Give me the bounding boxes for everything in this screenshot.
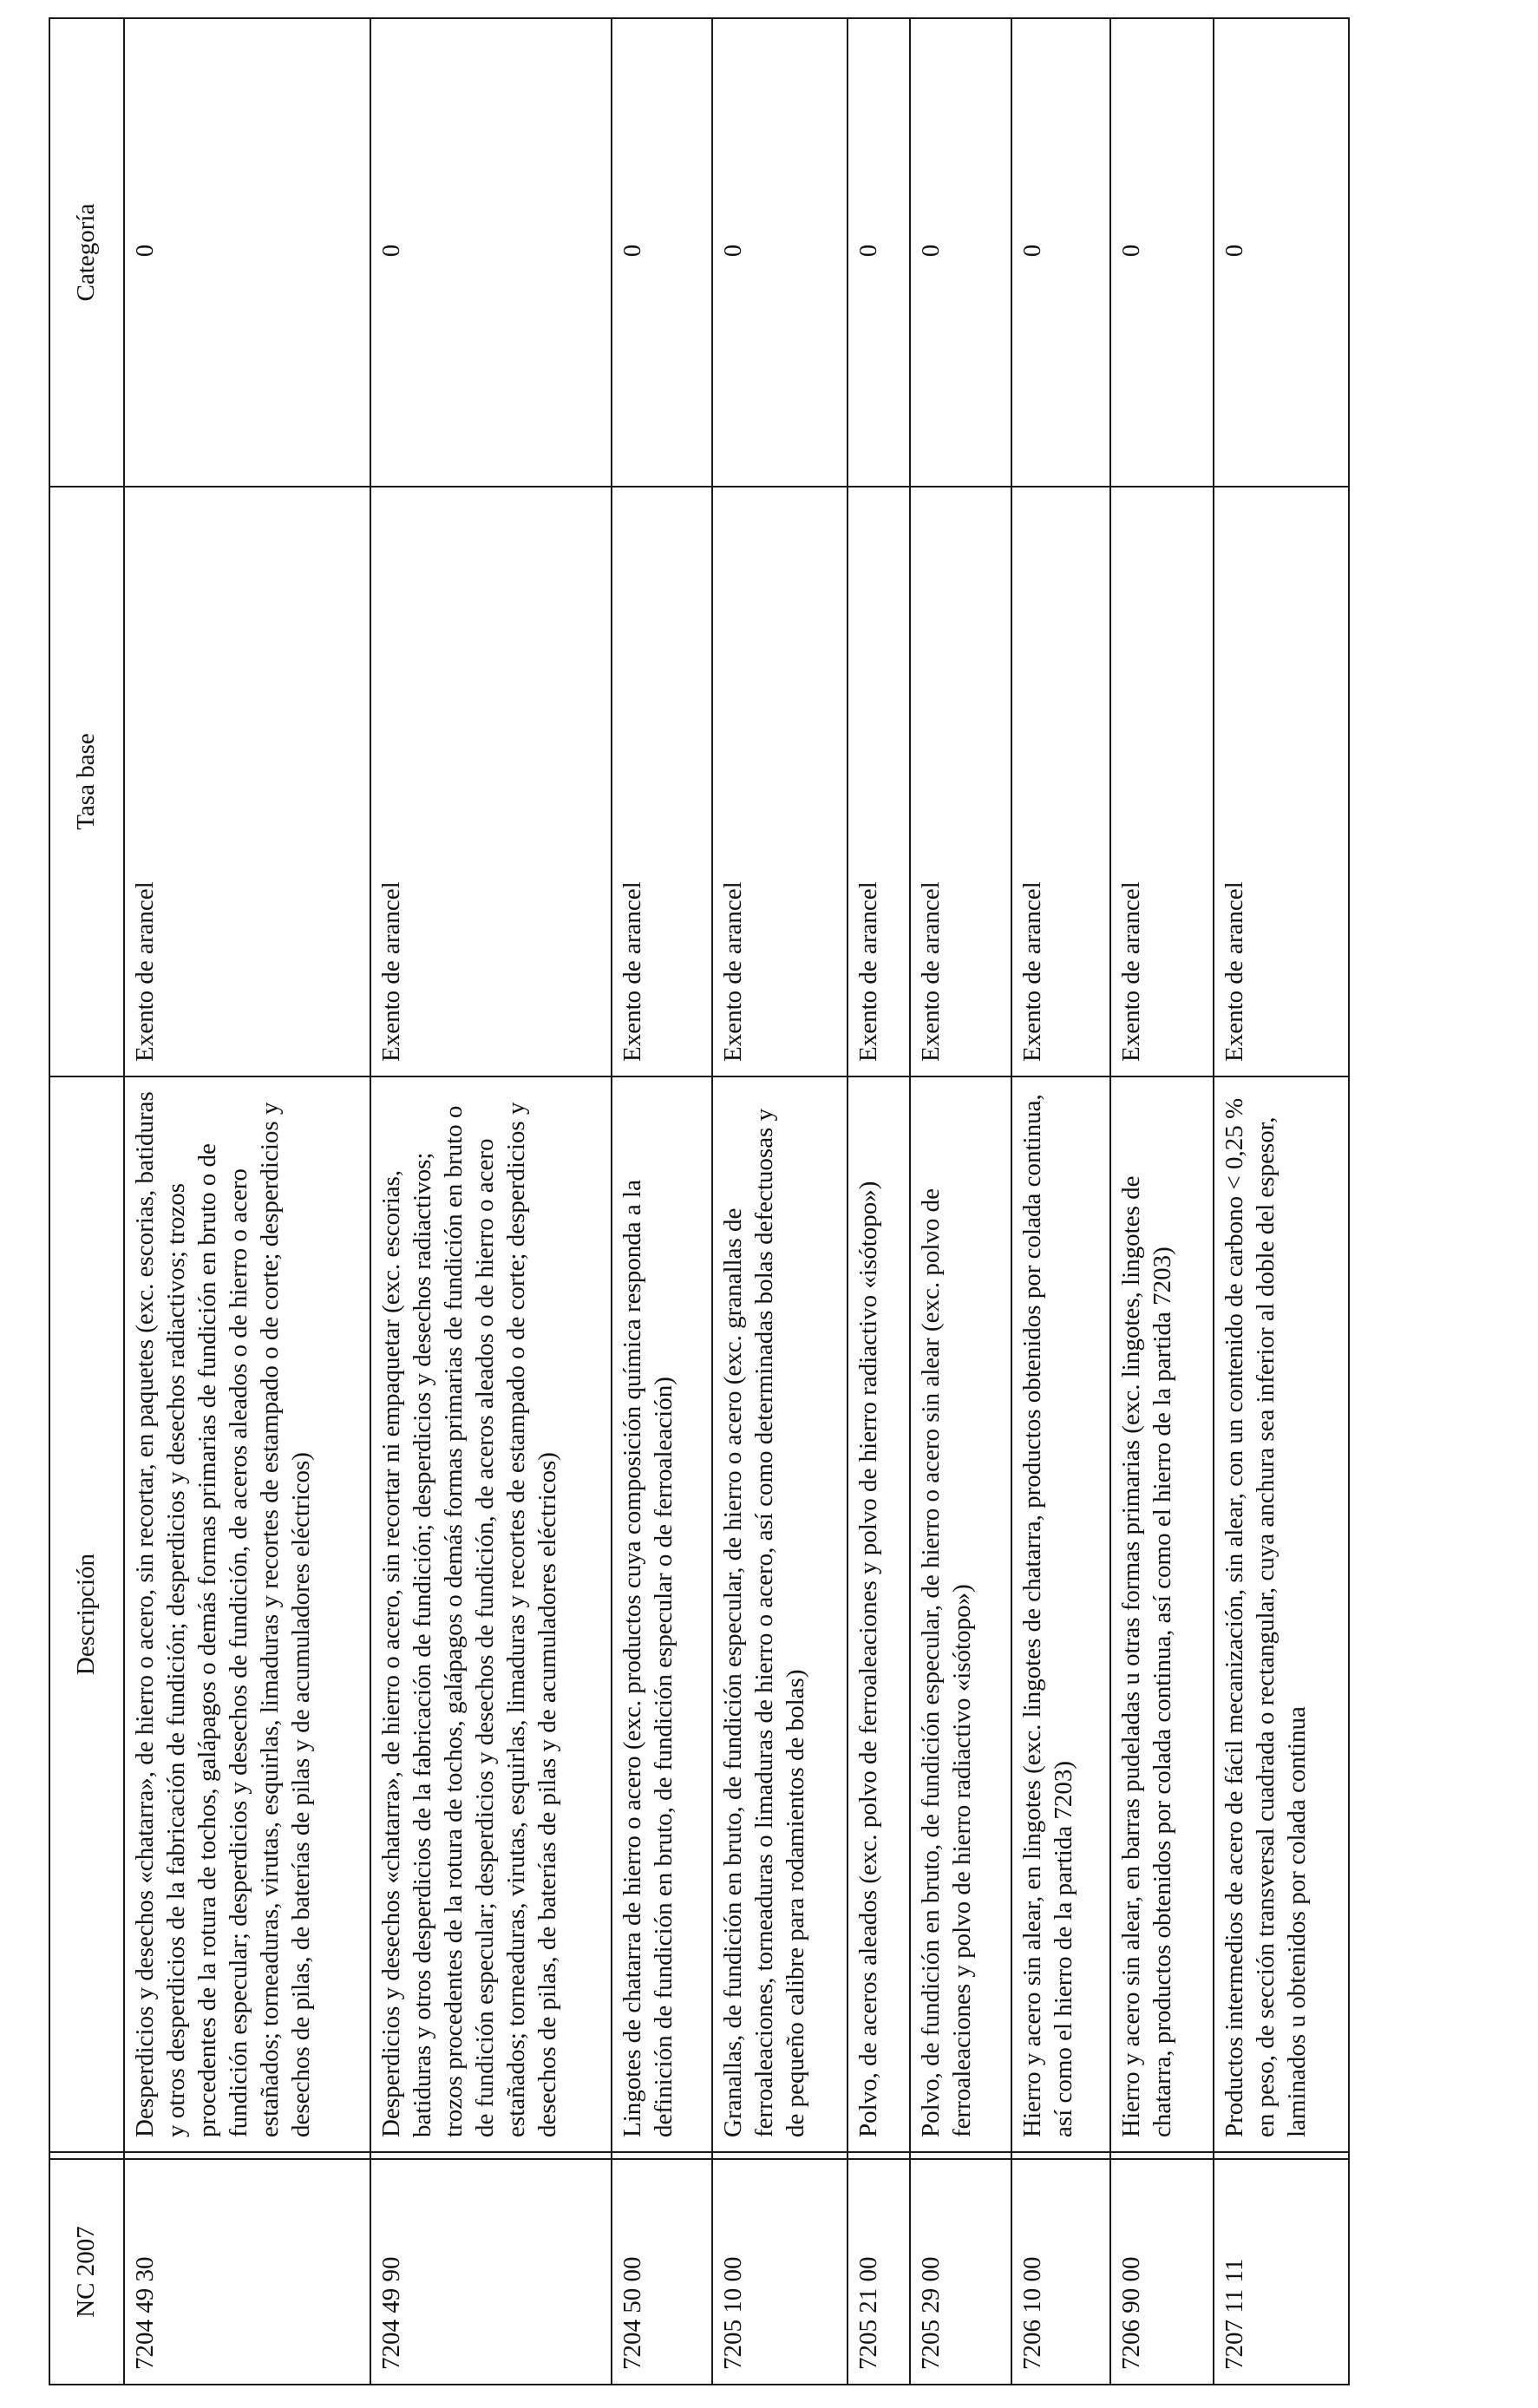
cell-description: Polvo, de aceros aleados (exc. polvo de ferroaleaciones y polvo de hierro radiactivo «isótopo»): [848, 1076, 910, 2152]
cell-spacer: [612, 2152, 713, 2159]
cell-base-rate: Exento de arancel: [370, 487, 612, 1076]
cell-base-rate: Exento de arancel: [124, 487, 370, 1076]
cell-category: 0: [1011, 18, 1110, 487]
cell-code: 7204 50 00: [612, 2159, 713, 2385]
table-row: [612, 18, 713, 2385]
cell-spacer: [1214, 2152, 1349, 2159]
cell-code: 7205 29 00: [910, 2159, 1011, 2385]
cell-category: 0: [124, 18, 370, 487]
rotated-table-container: [49, 19, 1350, 2385]
cell-code: 7204 49 90: [370, 2159, 612, 2385]
cell-base-rate: Exento de arancel: [1110, 487, 1214, 1076]
cell-description: Lingotes de chatarra de hierro o acero (exc. productos cuya composición química responda a la definición de fundición en bruto, de fundición especular o de ferroaleación): [612, 1076, 713, 2152]
table-row: [712, 18, 848, 2385]
table-row: [1011, 18, 1110, 2385]
cell-code: 7204 49 30: [124, 2159, 370, 2385]
header-description: Descripción: [49, 1076, 124, 2152]
header-nc-2007: NC 2007: [49, 2159, 124, 2385]
cell-spacer: [124, 2152, 370, 2159]
header-category: Categoría: [49, 18, 124, 487]
cell-base-rate: Exento de arancel: [1214, 487, 1349, 1076]
cell-category: 0: [910, 18, 1011, 487]
cell-spacer: [370, 2152, 612, 2159]
cell-description: Hierro y acero sin alear, en lingotes (exc. lingotes de chatarra, productos obtenidos por colada continua, así como el hierro de la partida 7203): [1011, 1076, 1110, 2152]
cell-spacer: [848, 2152, 910, 2159]
cell-spacer: [1110, 2152, 1214, 2159]
table-row: [910, 18, 1011, 2385]
table-row: [1110, 18, 1214, 2385]
cell-category: 0: [712, 18, 848, 487]
cell-base-rate: Exento de arancel: [848, 487, 910, 1076]
cell-code: 7206 10 00: [1011, 2159, 1110, 2385]
header-base-rate: Tasa base: [49, 487, 124, 1076]
table-row: [1214, 18, 1349, 2385]
cell-spacer: [712, 2152, 848, 2159]
cell-category: 0: [370, 18, 612, 487]
cell-code: 7207 11 11: [1214, 2159, 1349, 2385]
table-row: [370, 18, 612, 2385]
cell-base-rate: Exento de arancel: [612, 487, 713, 1076]
cell-base-rate: Exento de arancel: [1011, 487, 1110, 1076]
cell-description: Productos intermedios de acero de fácil mecanización, sin alear, con un contenido de carbono < 0,25 % en peso, de sección transversal cuadrada o rectangular, cuya anchura sea inferior al doble del espesor, laminados u obtenidos por colada continua: [1214, 1076, 1349, 2152]
header-spacer: [49, 2152, 124, 2159]
cell-description: Polvo, de fundición en bruto, de fundición especular, de hierro o acero sin alear (exc. polvo de ferroaleaciones y polvo de hierro radiactivo «isótopo»): [910, 1076, 1011, 2152]
cell-base-rate: Exento de arancel: [910, 487, 1011, 1076]
cell-category: 0: [612, 18, 713, 487]
table-row: [124, 18, 370, 2385]
table-header-row: [49, 18, 124, 2385]
tariff-table: [49, 17, 1350, 2385]
cell-code: 7205 10 00: [712, 2159, 848, 2385]
cell-description: Desperdicios y desechos «chatarra», de hierro o acero, sin recortar, en paquetes (exc. escorias, batiduras y otros desperdicios de la fabricación de fundición; desperdicios y desechos radiactivos; trozos procedentes de la rotura de tochos, galápagos o demás formas primarias de fundición en bruto o de fundición especular; desperdicios y desechos de fundición, de aceros aleados o de hierro o acero estañados; torneaduras, virutas, esquirlas, limaduras y recortes de estampado o de corte; desperdicios y desechos de pilas, de baterías de pilas y de acumuladores eléctricos): [124, 1076, 370, 2152]
cell-spacer: [1011, 2152, 1110, 2159]
cell-category: 0: [1214, 18, 1349, 487]
cell-description: Hierro y acero sin alear, en barras pudeladas u otras formas primarias (exc. lingotes, lingotes de chatarra, productos obtenidos por colada continua, así como el hierro de la partida 7203): [1110, 1076, 1214, 2152]
cell-base-rate: Exento de arancel: [712, 487, 848, 1076]
cell-description: Granallas, de fundición en bruto, de fundición especular, de hierro o acero (exc. granallas de ferroaleaciones, torneaduras o limaduras de hierro o acero, así como determinadas bolas defectuosas y de pequeño calibre para rodamientos de bolas): [712, 1076, 848, 2152]
cell-spacer: [910, 2152, 1011, 2159]
cell-code: 7206 90 00: [1110, 2159, 1214, 2385]
table-row: [848, 18, 910, 2385]
cell-code: 7205 21 00: [848, 2159, 910, 2385]
cell-category: 0: [848, 18, 910, 487]
cell-description: Desperdicios y desechos «chatarra», de hierro o acero, sin recortar ni empaquetar (exc. escorias, batiduras y otros desperdicios de la fabricación de fundición; desperdicios y desechos radiactivos; trozos procedentes de la rotura de tochos, galápagos o demás formas primarias de fundición en bruto o de fundición especular; desperdicios y desechos de fundición, de aceros aleados o de hierro o acero estañados; torneaduras, virutas, esquirlas, limaduras y recortes de estampado o de corte; desperdicios y desechos de pilas, de baterías de pilas y de acumuladores eléctricos): [370, 1076, 612, 2152]
cell-category: 0: [1110, 18, 1214, 487]
